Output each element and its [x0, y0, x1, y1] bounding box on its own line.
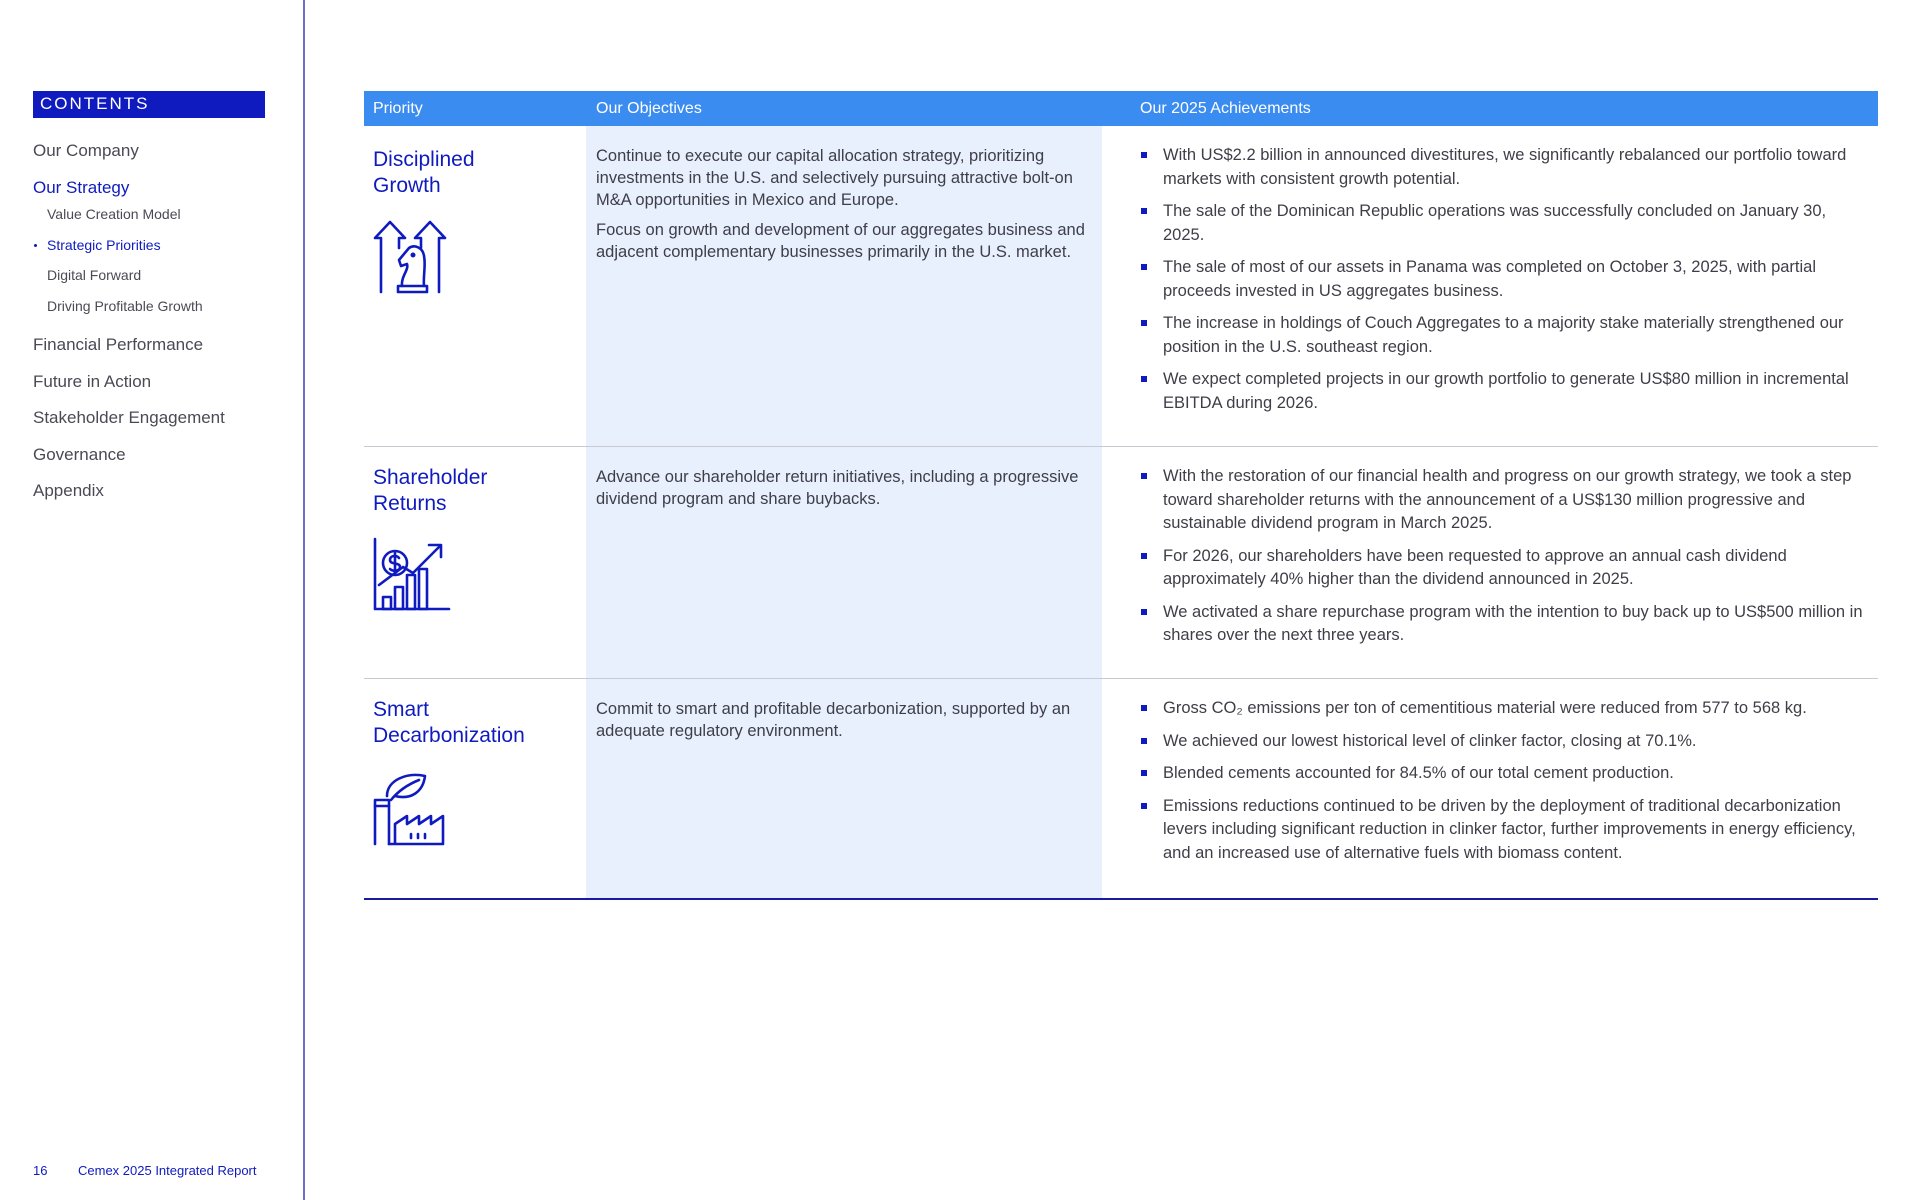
- achievements-list: [1140, 144, 1865, 424]
- priority-title: Smart Decarbonization: [373, 698, 525, 747]
- strategic-priorities-table: [364, 91, 1878, 900]
- list-item: The sale of most of our assets in Panama was completed on October 3, 2025, with partial proceeds invested in US aggregates business.: [1140, 256, 1865, 303]
- sidebar: [0, 0, 304, 1200]
- table-row-smart-decarbonization: [364, 679, 1878, 900]
- list-item: With the restoration of our financial health and progress on our growth strategy, we took a step toward shareholder returns with the announcement of a US$130 million progressive and sustainable dividend program in March 2025.: [1140, 465, 1865, 536]
- priority-title: Disciplined Growth: [373, 148, 475, 197]
- header-priority: Priority: [373, 100, 423, 117]
- list-item: Blended cements accounted for 84.5% of our total cement production.: [1140, 762, 1865, 786]
- dollar-growth-chart-icon: [373, 537, 453, 613]
- nav-item-future-in-action[interactable]: Future in Action: [33, 371, 152, 391]
- nav-item-our-company[interactable]: Our Company: [33, 141, 139, 160]
- objectives-text: Advance our shareholder return initiatives, including a progressive dividend program and share buybacks.: [596, 468, 1079, 508]
- subnav-item-strategic-priorities[interactable]: Strategic Priorities: [33, 234, 225, 265]
- header-achievements: Our 2025 Achievements: [1140, 100, 1311, 117]
- subnav-item-driving-profitable-growth[interactable]: Driving Profitable Growth: [47, 297, 203, 314]
- list-item: We activated a share repurchase program with the intention to buy back up to US$500 million in shares over the next three years.: [1140, 601, 1865, 648]
- header-objectives: Our Objectives: [596, 100, 702, 117]
- nav-item-appendix[interactable]: Appendix: [33, 481, 104, 500]
- growth-chess-knight-icon: [373, 218, 455, 298]
- factory-leaf-icon: [373, 770, 445, 848]
- objectives-text: Commit to smart and profitable decarbonization, supported by an adequate regulatory environment.: [596, 700, 1071, 740]
- subnav-item-value-creation-model[interactable]: Value Creation Model: [47, 206, 181, 222]
- objectives-text: Continue to execute our capital allocation strategy, prioritizing investments in the U.S. and selectively pursuing attractive bolt-on M&A opportunities in Mexico and Europe. Focus on growth and development of our aggregates business and adjacent complementary businesses primarily in the U.S. market.: [596, 147, 1085, 261]
- page-number: 16: [33, 1163, 48, 1178]
- table-row-shareholder-returns: [364, 447, 1878, 679]
- list-item: For 2026, our shareholders have been requested to approve an annual cash dividend approximately 40% higher than the dividend announced in 2025.: [1140, 545, 1865, 592]
- contents-nav: [33, 138, 225, 515]
- list-item: Emissions reductions continued to be driven by the deployment of traditional decarbonization levers including significant reduction in clinker factor, further improvements in energy efficiency, and an increased use of alternative fuels with biomass content.: [1140, 795, 1865, 866]
- achievements-list: [1140, 697, 1865, 874]
- list-item: Gross CO₂ emissions per ton of cementitious material were reduced from 577 to 568 kg.: [1140, 697, 1865, 721]
- sidebar-divider: [303, 0, 305, 1200]
- priority-title: Shareholder Returns: [373, 466, 488, 515]
- subnav-item-digital-forward[interactable]: Digital Forward: [47, 267, 142, 283]
- report-title: Cemex 2025 Integrated Report: [78, 1163, 257, 1178]
- list-item: We expect completed projects in our growth portfolio to generate US$80 million in incremental EBITDA during 2026.: [1140, 368, 1865, 415]
- list-item: We achieved our lowest historical level of clinker factor, closing at 70.1%.: [1140, 730, 1865, 754]
- list-item: With US$2.2 billion in announced divestitures, we significantly rebalanced our portfolio toward markets with consistent growth potential.: [1140, 144, 1865, 191]
- achievements-list: [1140, 465, 1865, 657]
- contents-label: CONTENTS: [33, 91, 265, 118]
- nav-item-financial-performance[interactable]: Financial Performance: [33, 335, 204, 354]
- nav-item-governance[interactable]: Governance: [33, 444, 126, 464]
- nav-item-our-strategy[interactable]: Our Strategy: [33, 177, 130, 197]
- list-item: The increase in holdings of Couch Aggregates to a majority stake materially strengthened our position in the U.S. southeast region.: [1140, 312, 1865, 359]
- page-footer: [33, 1163, 257, 1178]
- list-item: The sale of the Dominican Republic operations was successfully concluded on January 30, 2025.: [1140, 200, 1865, 247]
- table-header: [364, 91, 1878, 126]
- nav-item-stakeholder-engagement[interactable]: Stakeholder Engagement: [33, 408, 225, 427]
- table-row-disciplined-growth: [364, 126, 1878, 447]
- strategy-subnav: [33, 203, 225, 325]
